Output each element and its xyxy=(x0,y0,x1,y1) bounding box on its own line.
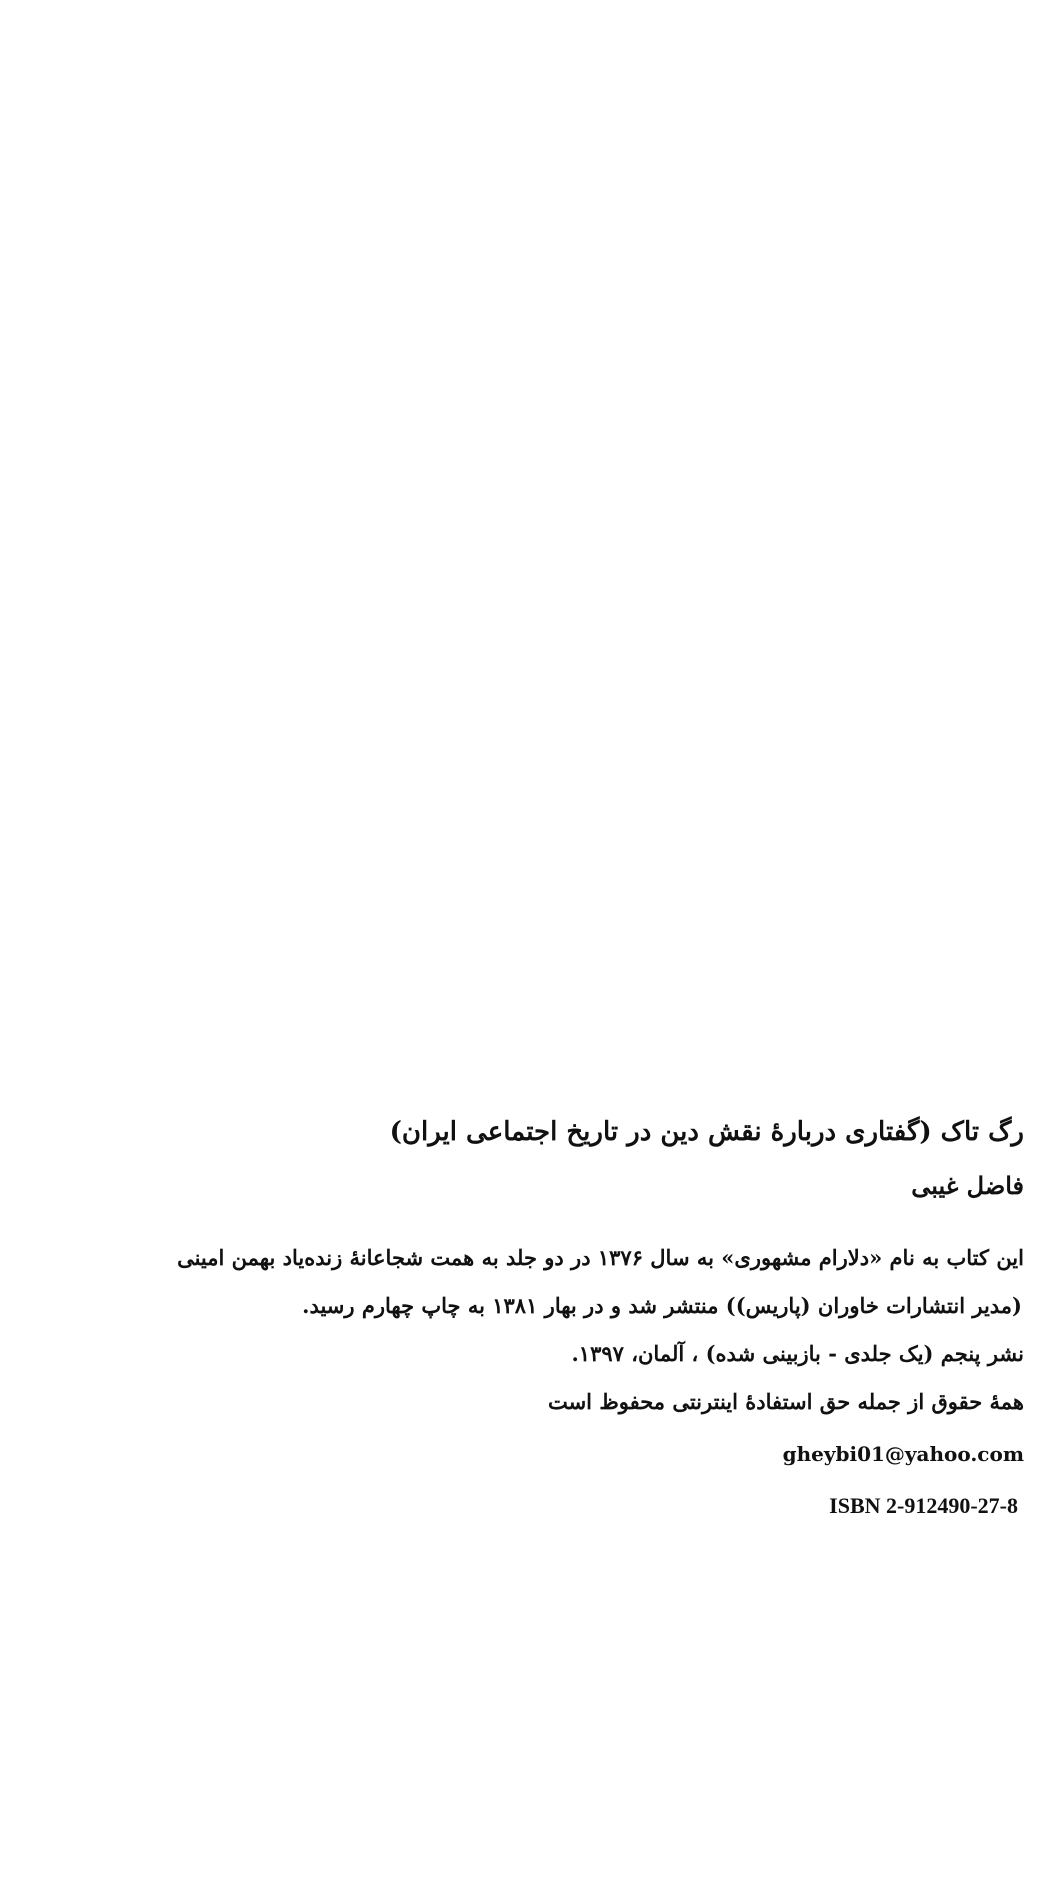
rights-notice: همهٔ حقوق از جمله حق استفادهٔ اینترنتی محفوظ است xyxy=(547,1389,1024,1414)
publication-note-line-2: (مدیر انتشارات خاوران (پاریس)) منتشر شد و در بهار ۱۳۸۱ به چاپ چهارم رسید. xyxy=(302,1293,1022,1318)
contact-email: gheybi01@yahoo.com xyxy=(782,1442,1024,1466)
isbn-number: ISBN 2-912490-27-8 xyxy=(829,1493,1018,1518)
book-title: رگ تاک (گفتاری دربارهٔ نقش دین در تاریخ اجتماعی ایران) xyxy=(389,1117,1024,1147)
colophon-block xyxy=(30,1110,1028,1528)
author-name: فاضل غیبی xyxy=(911,1171,1024,1200)
publication-note-line-1: این کتاب به نام «دلارام مشهوری» به سال ۱۳۷۶ در دو جلد به همت شجاعانهٔ زنده‌یاد بهمن امینی xyxy=(177,1245,1024,1270)
edition-note: نشر پنجم (یک جلدی - بازبینی شده) ، آلمان، ۱۳۹۷. xyxy=(571,1341,1024,1366)
